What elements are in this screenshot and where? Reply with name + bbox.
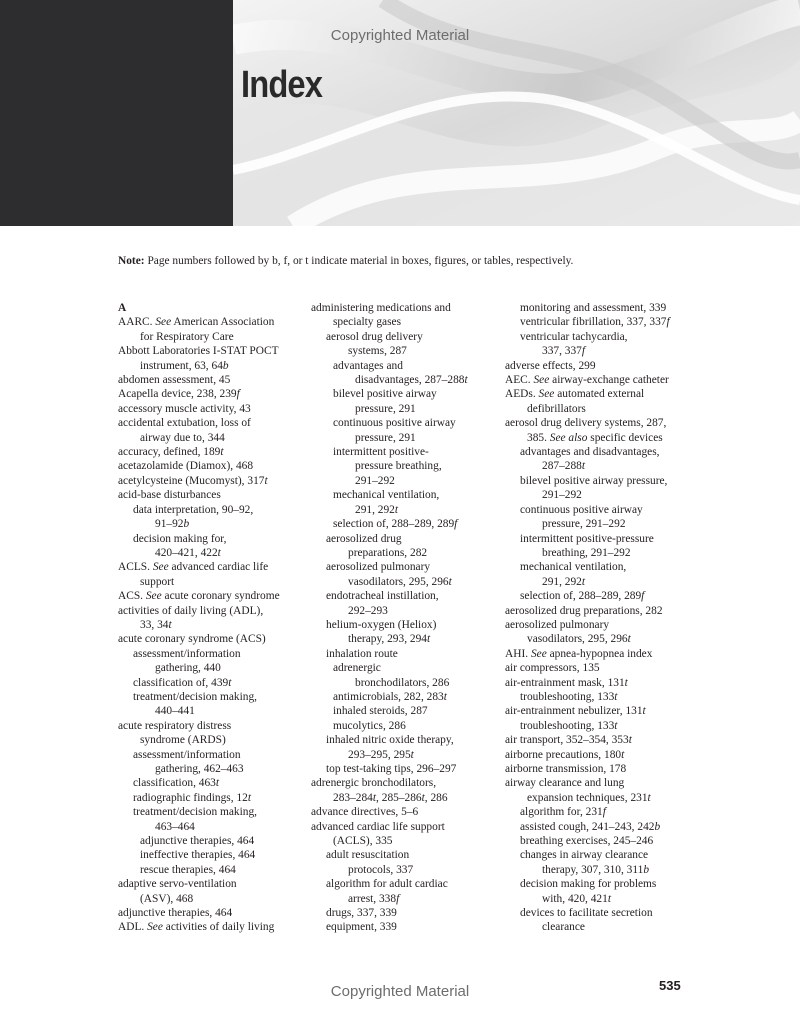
index-entry: vasodilators, 295, 296t xyxy=(527,633,631,646)
index-entry: AHI. See apnea-hypopnea index xyxy=(505,647,653,660)
index-entry: AEDs. See automated external xyxy=(505,388,645,401)
index-entry: devices to facilitate secretion xyxy=(520,907,653,920)
chapter-header-band xyxy=(0,0,800,226)
index-column-1 xyxy=(118,301,303,935)
note-text: Page numbers followed by b, f, or t indicate material in boxes, figures, or tables, respectively. xyxy=(147,255,574,267)
index-entry: 385. See also specific devices xyxy=(527,431,663,444)
index-entry: ineffective therapies, 464 xyxy=(140,849,256,862)
index-entry: bilevel positive airway xyxy=(333,388,437,401)
index-entry: monitoring and assessment, 339 xyxy=(520,302,667,314)
index-entry: 291, 292t xyxy=(355,503,399,516)
index-entry: pressure, 291 xyxy=(355,431,416,444)
index-entry: (ASV), 468 xyxy=(140,892,194,905)
index-entry: inhaled nitric oxide therapy, xyxy=(326,734,454,747)
index-entry: ACLS. See advanced cardiac life xyxy=(118,561,269,574)
watermark-bottom: Copyrighted Material xyxy=(330,983,470,1000)
index-entry: changes in airway clearance xyxy=(520,849,649,862)
index-entry: treatment/decision making, xyxy=(133,690,257,703)
index-entry: Abbott Laboratories I-STAT POCT xyxy=(118,345,279,358)
index-entry: air-entrainment nebulizer, 131t xyxy=(505,705,646,718)
index-entry: continuous positive airway xyxy=(333,417,456,430)
index-entry: troubleshooting, 133t xyxy=(520,690,618,703)
index-entry: 463–464 xyxy=(155,820,195,833)
watermark-top: Copyrighted Material xyxy=(330,27,470,44)
index-entry: inhaled steroids, 287 xyxy=(333,705,428,718)
index-entry: preparations, 282 xyxy=(348,546,428,559)
index-entry: expansion techniques, 231t xyxy=(527,791,651,804)
index-entry: adult resuscitation xyxy=(326,849,410,862)
index-entry: Acapella device, 238, 239f xyxy=(118,388,240,401)
index-entry: selection of, 288–289, 289f xyxy=(333,518,458,531)
index-entry: instrument, 63, 64b xyxy=(140,359,229,372)
index-entry: 292–293 xyxy=(348,604,388,617)
index-entry: mechanical ventilation, xyxy=(520,561,627,574)
index-entry: (ACLS), 335 xyxy=(333,835,393,848)
index-entry: rescue therapies, 464 xyxy=(140,863,236,876)
index-entry: top test-taking tips, 296–297 xyxy=(326,763,457,775)
index-entry: decision making for, xyxy=(133,532,227,545)
index-entry: decision making for problems xyxy=(520,878,657,891)
index-entry: therapy, 293, 294t xyxy=(348,633,431,646)
index-entry: therapy, 307, 310, 311b xyxy=(542,863,650,876)
index-entry: systems, 287 xyxy=(348,345,407,358)
index-entry: equipment, 339 xyxy=(326,921,397,934)
index-entry: AARC. See American Association xyxy=(118,316,275,329)
index-entry: assessment/information xyxy=(133,647,241,660)
index-entry: 291–292 xyxy=(355,474,395,487)
note-paragraph xyxy=(118,255,573,267)
index-entry: aerosolized pulmonary xyxy=(505,618,610,631)
index-entry: 291–292 xyxy=(542,489,582,502)
index-entry: classification of, 439t xyxy=(133,676,232,689)
index-entry: ventricular tachycardia, xyxy=(520,330,628,343)
index-entry: activities of daily living (ADL), xyxy=(118,604,264,617)
index-entry: adaptive servo-ventilation xyxy=(118,878,237,891)
index-entry: advanced cardiac life support xyxy=(311,820,445,833)
index-entry: aerosolized drug preparations, 282 xyxy=(505,604,663,617)
index-entry: endotracheal instillation, xyxy=(326,590,439,603)
index-column-2 xyxy=(311,301,496,935)
index-entry: bronchodilators, 286 xyxy=(355,676,450,689)
index-entry: aerosol drug delivery xyxy=(326,330,423,343)
index-column-3 xyxy=(505,301,690,935)
index-entry: support xyxy=(140,575,175,588)
index-entry: classification, 463t xyxy=(133,777,220,790)
index-entry: acid-base disturbances xyxy=(118,489,221,502)
index-entry: administering medications and xyxy=(311,302,451,314)
index-entry: 91–92b xyxy=(155,518,190,531)
index-entry: 283–284t, 285–286t, 286 xyxy=(333,791,448,804)
index-entry: adrenergic xyxy=(333,662,381,675)
index-entry: gathering, 462–463 xyxy=(155,763,244,775)
index-entry: airborne precautions, 180t xyxy=(505,748,625,761)
index-entry: air transport, 352–354, 353t xyxy=(505,734,632,747)
index-entry: ACS. See acute coronary syndrome xyxy=(118,590,280,603)
index-entry: air compressors, 135 xyxy=(505,662,600,675)
index-entry: assessment/information xyxy=(133,748,241,761)
index-entry: air-entrainment mask, 131t xyxy=(505,676,628,689)
index-entry: gathering, 440 xyxy=(155,662,221,675)
index-entry: 287–288t xyxy=(542,460,586,473)
page-title: Index xyxy=(241,64,323,106)
index-entry: accidental extubation, loss of xyxy=(118,417,251,430)
index-entry: acute coronary syndrome (ACS) xyxy=(118,633,266,646)
index-entry: adjunctive therapies, 464 xyxy=(140,835,255,848)
index-entry: advantages and xyxy=(333,359,403,372)
index-entry: adverse effects, 299 xyxy=(505,359,596,372)
index-entry: AEC. See airway-exchange catheter xyxy=(505,374,669,387)
index-entry: adjunctive therapies, 464 xyxy=(118,907,233,920)
index-entry: mucolytics, 286 xyxy=(333,719,406,732)
index-entry: radiographic findings, 12t xyxy=(133,791,252,804)
index-entry: drugs, 337, 339 xyxy=(326,907,397,920)
index-entry: bilevel positive airway pressure, xyxy=(520,474,668,487)
index-entry: algorithm for adult cardiac xyxy=(326,878,448,891)
index-entry: breathing, 291–292 xyxy=(542,546,631,559)
index-entry: accuracy, defined, 189t xyxy=(118,446,224,459)
index-entry: arrest, 338f xyxy=(348,892,400,905)
index-entry: inhalation route xyxy=(326,647,398,660)
index-entry: ventricular fibrillation, 337, 337f xyxy=(520,316,670,329)
index-entry: continuous positive airway xyxy=(520,503,643,516)
index-entry: acute respiratory distress xyxy=(118,719,232,732)
index-entry: aerosol drug delivery systems, 287, xyxy=(505,417,667,430)
index-entry: acetazolamide (Diamox), 468 xyxy=(118,460,254,473)
index-entry: data interpretation, 90–92, xyxy=(133,503,254,516)
index-entry: clearance xyxy=(542,921,585,934)
index-entry: assisted cough, 241–243, 242b xyxy=(520,820,661,833)
index-entry: accessory muscle activity, 43 xyxy=(118,402,251,415)
index-entry: helium-oxygen (Heliox) xyxy=(326,618,437,631)
index-entry: 337, 337f xyxy=(542,345,586,358)
index-entry: ADL. See activities of daily living xyxy=(118,921,275,934)
index-entry: antimicrobials, 282, 283t xyxy=(333,690,447,703)
index-entry: mechanical ventilation, xyxy=(333,489,440,502)
index-entry: airway due to, 344 xyxy=(140,431,225,444)
index-entry: advantages and disadvantages, xyxy=(520,446,660,459)
index-letter-heading: A xyxy=(118,302,127,314)
index-entry: defibrillators xyxy=(527,402,586,415)
index-entry: vasodilators, 295, 296t xyxy=(348,575,452,588)
index-entry: troubleshooting, 133t xyxy=(520,719,618,732)
index-entry: pressure, 291–292 xyxy=(542,518,626,531)
index-entry: pressure breathing, xyxy=(355,460,442,473)
index-entry: abdomen assessment, 45 xyxy=(118,374,231,387)
index-entry: disadvantages, 287–288t xyxy=(355,374,468,387)
index-entry: 420–421, 422t xyxy=(155,546,221,559)
index-entry: protocols, 337 xyxy=(348,863,414,876)
index-entry: selection of, 288–289, 289f xyxy=(520,590,645,603)
index-entry: adrenergic bronchodilators, xyxy=(311,777,437,790)
index-entry: 440–441 xyxy=(155,705,195,718)
index-entry: pressure, 291 xyxy=(355,402,416,415)
index-entry: breathing exercises, 245–246 xyxy=(520,835,654,848)
index-entry: airway clearance and lung xyxy=(505,777,625,790)
index-entry: 33, 34t xyxy=(140,618,172,631)
page-number: 535 xyxy=(659,978,681,993)
index-entry: 293–295, 295t xyxy=(348,748,414,761)
index-entry: treatment/decision making, xyxy=(133,806,257,819)
index-entry: intermittent positive- xyxy=(333,446,429,459)
index-entry: airborne transmission, 178 xyxy=(505,763,627,775)
index-entry: syndrome (ARDS) xyxy=(140,734,226,747)
note-label: Note: xyxy=(118,255,145,267)
index-entry: intermittent positive-pressure xyxy=(520,532,654,545)
index-entry: advance directives, 5–6 xyxy=(311,806,419,819)
index-entry: aerosolized drug xyxy=(326,532,402,545)
index-entry: with, 420, 421t xyxy=(542,892,611,905)
index-entry: specialty gases xyxy=(333,316,402,329)
index-entry: acetylcysteine (Mucomyst), 317t xyxy=(118,474,268,487)
index-entry: aerosolized pulmonary xyxy=(326,561,431,574)
index-entry: 291, 292t xyxy=(542,575,586,588)
index-entry: for Respiratory Care xyxy=(140,330,234,343)
index-entry: algorithm for, 231f xyxy=(520,806,606,819)
